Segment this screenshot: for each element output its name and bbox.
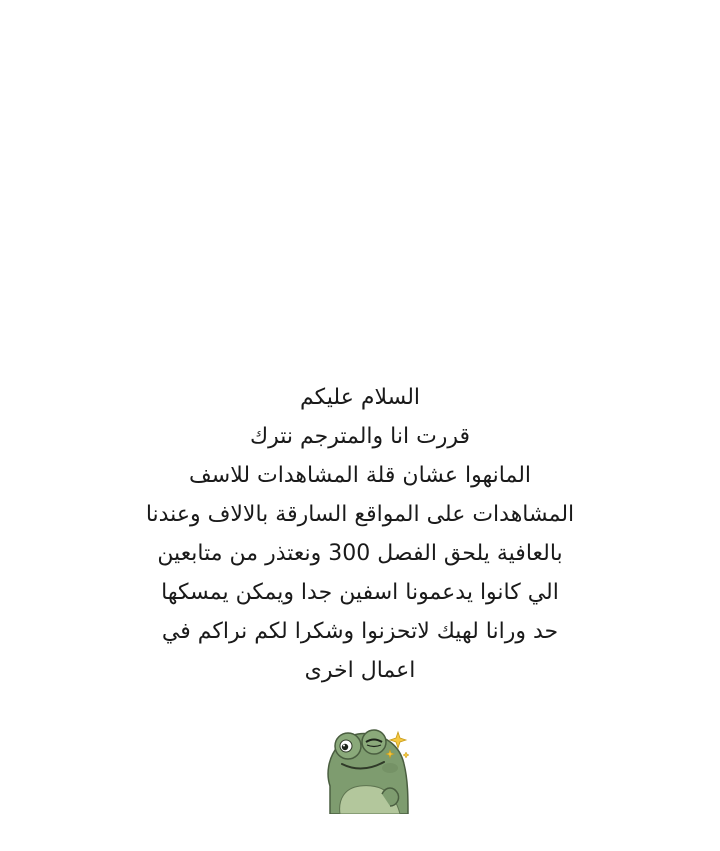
message-line-1: السلام عليكم: [299, 385, 421, 410]
message-line-8: اعمال اخرى: [304, 658, 416, 683]
message-line-5: بالعافية يلحق الفصل 300 ونعتذر من متابعين: [157, 541, 563, 566]
message-line-6: الي كانوا يدعمونا اسفين جدا ويمكن يمسكها: [161, 580, 559, 605]
frog-sparkle-sticker-icon: [320, 724, 412, 814]
message-line-4: المشاهدات على المواقع السارقة بالالاف وعندنا: [145, 502, 575, 527]
farewell-message: [0, 378, 720, 690]
message-line-3: المانهوا عشان قلة المشاهدات للاسف: [188, 463, 532, 488]
message-line-7: حد ورانا لهيك لاتحزنوا وشكرا لكم نراكم في: [161, 619, 559, 644]
message-line-2: قررت انا والمترجم نترك: [249, 424, 471, 449]
